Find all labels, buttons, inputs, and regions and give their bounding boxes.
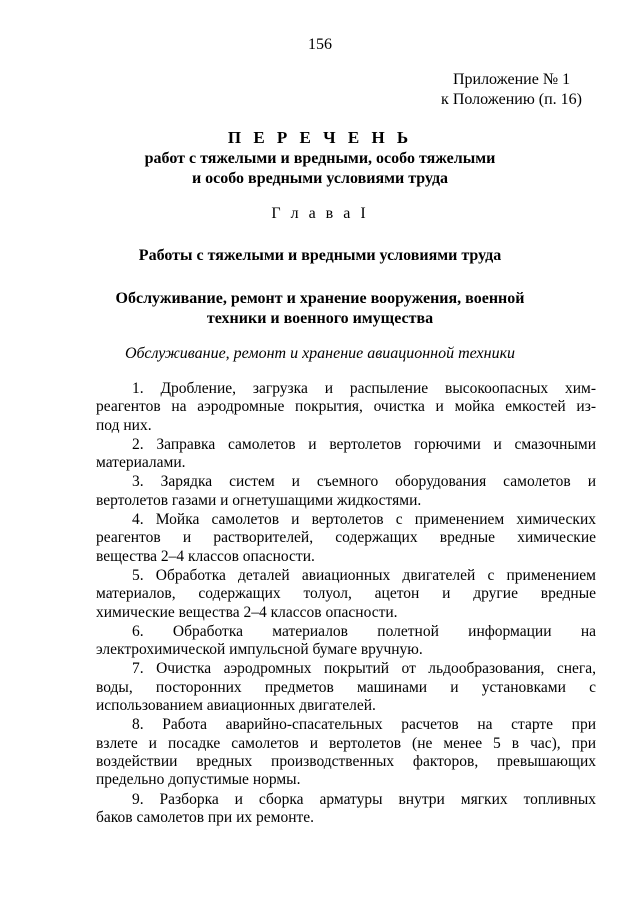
list-item (96, 473, 596, 510)
list-item-line: использованием авиационных двигателей. (96, 697, 376, 715)
list-item-line: вещества 2–4 классов опасности. (96, 547, 315, 565)
list-item-line: воды, посторонних предметов машинами и установками с (96, 678, 596, 696)
appendix-line-1: Приложение № 1 (452, 71, 571, 88)
list-item-line: 9. Разборка и сборка арматуры внутри мягких топливных (132, 790, 596, 808)
document-title-block (0, 127, 640, 189)
list-item-line: воздействии вредных производственных факторов, превышающих (96, 752, 596, 770)
subsection-heading (0, 289, 640, 329)
list-item (96, 623, 596, 660)
subsection-heading-line-1: Обслуживание, ремонт и хранение вооружения, военной (115, 290, 525, 307)
document-subtitle-line-2: и особо вредными условиями труда (191, 170, 449, 187)
list-item-line: вертолетов газами и огнетушащими жидкостями. (96, 491, 422, 509)
list-item-line: под них. (96, 416, 152, 434)
list-item-line: химические вещества 2–4 классов опасности. (96, 603, 398, 621)
list-item-line: взлете и посадке самолетов и вертолетов (не менее 5 в час), при (96, 734, 596, 752)
appendix-reference (441, 70, 582, 110)
list-item-line: 2. Заправка самолетов и вертолетов горючими и смазочными (132, 435, 596, 453)
appendix-line-2: к Положению (п. 16) (441, 91, 582, 108)
document-title: П Е Р Е Ч Е Н Ь (227, 128, 413, 147)
page-number: 156 (308, 36, 332, 53)
list-item (96, 567, 596, 622)
list-item (96, 791, 596, 828)
list-item-line: 8. Работа аварийно-спасательных расчетов на старте при (132, 716, 596, 734)
list-item-line: 1. Дробление, загрузка и распыление высокоопасных хим- (132, 380, 596, 397)
list-item (96, 436, 596, 473)
list-item (96, 716, 596, 789)
document-subtitle-line-1: работ с тяжелыми и вредными, особо тяжелыми (144, 150, 496, 167)
list-item-line: электрохимической импульсной бумаге вручную. (96, 641, 423, 659)
subsection-heading-line-2: техники и военного имущества (206, 310, 434, 327)
list-item (96, 380, 596, 435)
list-item-line: предельно допустимые нормы. (96, 771, 301, 789)
section-heading: Работы с тяжелыми и вредными условиями труда (138, 247, 502, 264)
list-item-line: материалов, содержащих толуол, ацетон и другие вредные (96, 585, 596, 603)
list-item-line: реагентов и растворителей, содержащих вредные химические (96, 529, 596, 547)
list-item-line: баков самолетов при их ремонте. (96, 808, 315, 826)
list-item-line: 5. Обработка деталей авиационных двигателей с применением (132, 566, 596, 584)
category-heading: Обслуживание, ремонт и хранение авиационной техники (124, 345, 516, 362)
list-item-line: материалами. (96, 454, 186, 472)
list-item-line: реагентов на аэродромные покрытия, очистка и мойка емкостей из- (96, 398, 596, 416)
list-item-line: 6. Обработка материалов полетной информации на (132, 622, 596, 640)
list-item-line: 4. Мойка самолетов и вертолетов с применением химических (132, 511, 596, 529)
list-item-line: 3. Зарядка систем и съемного оборудования самолетов и (132, 473, 596, 491)
list-item-line: 7. Очистка аэродромных покрытий от льдообразования, снега, (132, 660, 596, 678)
work-list (96, 380, 596, 828)
list-item (96, 511, 596, 566)
list-item (96, 660, 596, 715)
chapter-heading: Г л а в а I (271, 205, 369, 222)
